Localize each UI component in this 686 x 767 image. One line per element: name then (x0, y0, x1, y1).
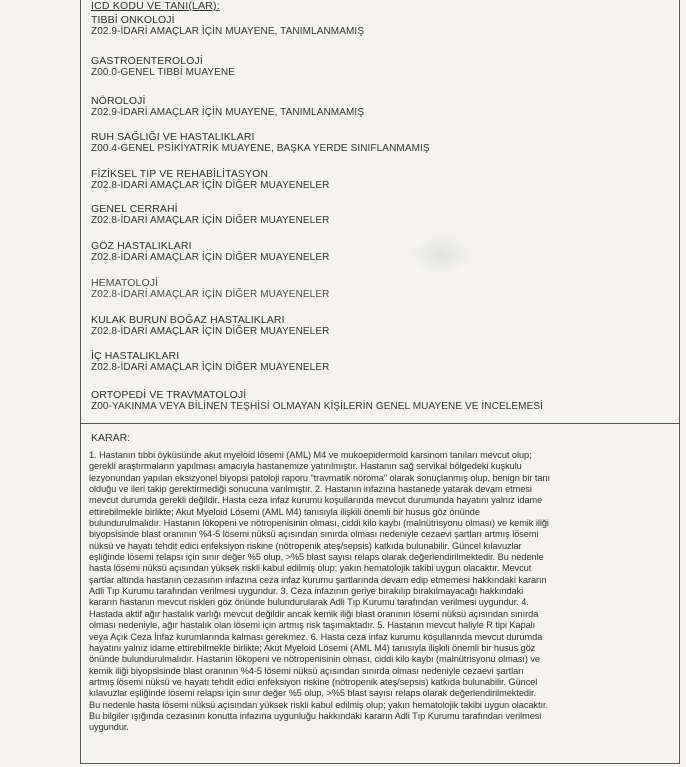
dept-name: HEMATOLOJİ (91, 277, 159, 289)
report-frame (80, 0, 680, 764)
karar-line: biyopsisinde blast oranının %4-5 lösemi nüksü açısından sınırda olması nedeniyle cezaevi şartları artmış lösemi (89, 529, 539, 540)
dept-code: Z02.8-İDARİ AMAÇLAR İÇİN DİĞER MUAYENELER (91, 289, 330, 300)
karar-line: Bu nedenle hasta lösemi nüksü açısından yüksek riskli kabul edilmiş olup; yakın hematolojik takibi uygun olacaktır. (89, 699, 548, 710)
dept-fiziksel-tip (91, 168, 671, 192)
dept-code: Z02.8-İDARİ AMAÇLAR İÇİN DİĞER MUAYENELER (91, 180, 330, 191)
karar-line: kılavuzlar eşliğinde lösemi relapsı için sınır değer %5 olup, >%5 blast sayısı relaps olarak değerlendirilmektedir. (89, 688, 536, 699)
karar-line: şartlar altında hastanın cezasının infazına ceza infaz kurumu şartlarında devam edip etmemesi hakkındaki kararın (89, 574, 547, 585)
dept-name: GENEL CERRAHİ (91, 203, 178, 215)
dept-genel-cerrahi (91, 203, 671, 227)
dept-ic-hastaliklari (91, 350, 671, 374)
karar-title: KARAR: (91, 432, 131, 444)
dept-name: RUH SAĞLIĞI VE HASTALIKLARI (91, 131, 255, 143)
dept-ruh-sagligi (91, 131, 671, 155)
karar-line: önünde bulundurulmalıdır. Hastanın lökopeni ve nötropenisinin olması, ciddi kilo kaybı (malnütrisyonu olması) ve (89, 654, 540, 665)
karar-line: bulundurulmalıdır. Hastanın lökopeni ve nötropenisinin olması, ciddi kilo kaybı (malnütrisyonu olması) ve kemik iliği (89, 518, 549, 529)
karar-line: gerekli araştırmaların yapılması amacıyla hastanemize yatırılmıştır. Hastanın sağ servikal bölgedeki kuşkulu (89, 461, 522, 472)
dept-code: Z02.9-İDARİ AMAÇLAR İÇİN MUAYENE, TANIMLANMAMIŞ (91, 107, 365, 118)
dept-tibbi-onkoloji (91, 14, 671, 38)
dept-name: TIBBİ ONKOLOJİ (91, 14, 175, 26)
dept-noroloji (91, 95, 671, 119)
karar-line: olması nedeniyle, ağır hastalık olan lösemi için artmış risk taşımaktadır. 5. Hastanın mevcut haliyle R tipi Kapalı (89, 620, 536, 631)
karar-line: Hastada aktif ağır hastalık varlığı mevcut değildir ancak kemik iliği blast oranının lösemi nüksü açısından sınırda (89, 608, 539, 619)
dept-code: Z02.8-İDARİ AMAÇLAR İÇİN DİĞER MUAYENELER (91, 215, 330, 226)
karar-line: Adli Tıp Kurumu tarafından verilmesi uygundur. 3. Ceza infazının geriye bırakılıp bırakılmayacağı hakkındaki (89, 586, 524, 597)
section-divider (81, 423, 679, 424)
karar-line: hasta lösemi nüksü açısından yüksek riskli kabul edilmiş olup; yakın hematolojik takibi uygun olacaktır. Mevcut (89, 563, 532, 574)
karar-line: artmış lösemi nüksü ve hayatı tehdit edici enfeksiyon riskine (nötropenik ateş/sepsis) katkıda bulunabilir. Güncel (89, 676, 538, 687)
dept-code: Z00.0-GENEL TIBBİ MUAYENE (91, 67, 236, 78)
dept-name: GASTROENTEROLOJİ (91, 55, 203, 67)
karar-line: lezyonundan yapılan eksizyonel biyopsi patoloji raporu "travmatik nöroma" olarak sonuçlanmış olup, benign bir tanı (89, 472, 550, 483)
karar-line: veya Açık Ceza İnfaz kurumlarında kalması gerekmez. 6. Hasta ceza infaz kurumu koşullarında mevcut durumda (89, 631, 543, 642)
dept-hematoloji (91, 277, 671, 301)
karar-line: ettirebilmekle birlikte; Akut Myeloid Lösemi (AML M4) tanısıyla ilişkili önemli bir husus göz önünde (89, 506, 480, 517)
dept-name: NÖROLOJİ (91, 95, 146, 107)
karar-line: Bu bilgiler ışığında cezasının konutta infazına uygunluğu hakkındaki kararın Adli Tıp Kurumu tarafından verilmesi (89, 710, 542, 721)
dept-code: Z00-YAKINMA VEYA BİLİNEN TEŞHİSİ OLMAYAN KİŞİLERİN GENEL MUAYENE VE İNCELEMESİ (91, 401, 544, 412)
karar-line: olduğu ve ileri takip gerektirmediği sonucuna varılmıştır. 2. Hastanın infazına hastanede yatarak devam etmesi (89, 484, 532, 495)
dept-code: Z02.8-İDARİ AMAÇLAR İÇİN DİĞER MUAYENELER (91, 362, 330, 373)
dept-ortopedi (91, 389, 671, 413)
icd-section (81, 0, 679, 420)
icd-header: ICD KODU VE TANI(LAR): (91, 0, 220, 12)
karar-line: kemik iliği biyopsisinde blast oranının %4-5 lösemi nüksü açısından sınırda olması nedeniyle cezaevi şartları (89, 665, 524, 676)
dept-name: İÇ HASTALIKLARI (91, 350, 180, 362)
dept-name: FİZİKSEL TIP VE REHABİLİTASYON (91, 168, 269, 180)
karar-line: 1. Hastanın tıbbi öyküsünde akut myeloid lösemi (AML) M4 ve mukoepidermoid karsinom tanıları mevcut olup; (89, 450, 532, 460)
dept-name: KULAK BURUN BOĞAZ HASTALIKLARI (91, 314, 285, 326)
dept-code: Z02.9-İDARİ AMAÇLAR İÇİN MUAYENE, TANIMLANMAMIŞ (91, 26, 365, 37)
dept-kbb (91, 314, 671, 338)
dept-goz-hastaliklari (91, 240, 671, 264)
karar-line: eşliğinde lösemi relapsı için sınır değer %5 olup, >%5 blast sayısı relaps olarak değerlendirilmektedir. Bu nedenle (89, 552, 544, 563)
dept-name: ORTOPEDİ VE TRAVMATOLOJİ (91, 389, 247, 401)
karar-line: kararın hastanın mevcut riskleri göz önünde bulundurularak Adli Tıp Kurumu tarafından verilmesi uygundur. 4. (89, 597, 529, 608)
scan-smudge (411, 235, 471, 275)
karar-line: nüksü ve hayatı tehdit edici enfeksiyon riskine (nötropenik ateş/sepsis) katkıda bulunabilir. Güncel kılavuzlar (89, 540, 522, 551)
karar-line: mevcut durumda gerekli değildir. Hasta ceza infaz kurumu koşullarında mevcut durumunda hayatını yalnız idame (89, 495, 543, 506)
dept-gastroenteroloji (91, 55, 671, 79)
karar-line: hayatını yalnız idame ettirebilmekle birlikte; Akut Myeloid Lösemi (AML M4) tanısıyla ilişkili önemli bir husus göz (89, 642, 536, 653)
karar-line: uygundur. (89, 722, 129, 733)
dept-code: Z00.4-GENEL PSİKİYATRİK MUAYENE, BAŞKA YERDE SINIFLANMAMIŞ (91, 143, 430, 154)
dept-code: Z02.8-İDARİ AMAÇLAR İÇİN DİĞER MUAYENELER (91, 252, 330, 263)
karar-text (89, 450, 677, 734)
dept-name: GÖZ HASTALIKLARI (91, 240, 192, 252)
dept-code: Z02.8-İDARİ AMAÇLAR İÇİN DİĞER MUAYENELER (91, 326, 330, 337)
